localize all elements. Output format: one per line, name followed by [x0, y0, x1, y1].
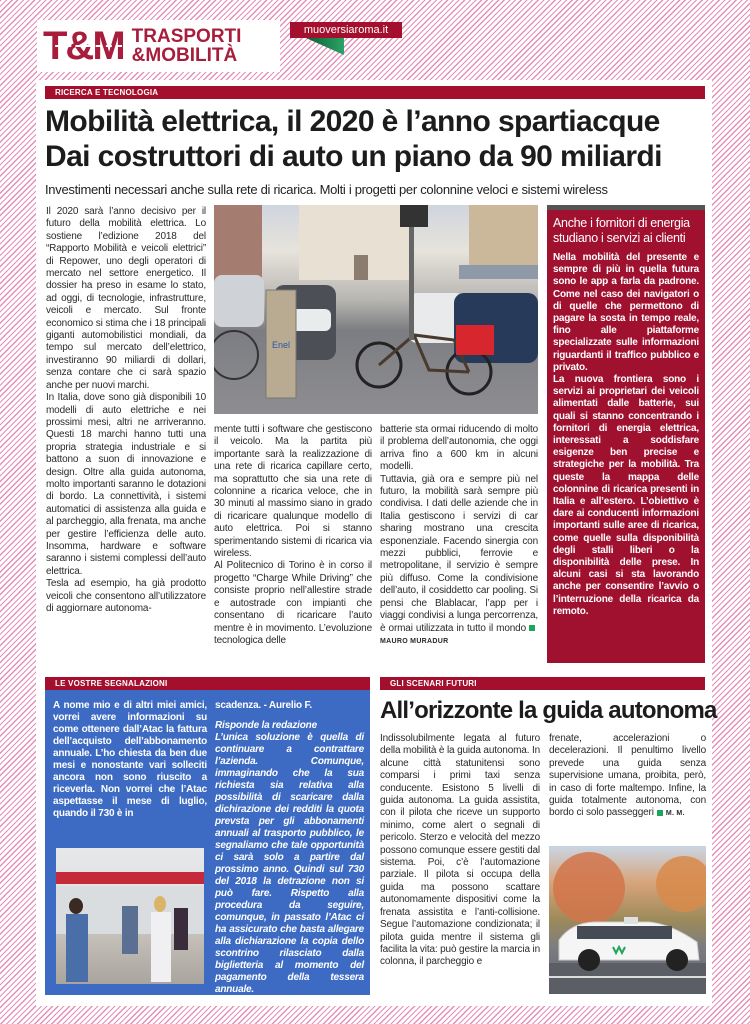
second-article-column-2 — [549, 733, 706, 821]
paragraph-text: Tuttavia, già ora e sempre più nel futuro, la mobilità sarà sempre più condivisa. I dati delle aziende che in Italia gestiscono i servizi di car sharing mostrano una crescita esponenziale. Facendo sinergia con mezzi pubblici, ferrovie e metropolitane, il servizio è sempre più diffuso. Come la condivisione dell’auto, il cosiddetto car pooling. Si pensi che Blablacar, l’app per i viaggi condivisi a lunga percorrenza, è ormai utilizzata in tutto il mondo — [380, 473, 538, 634]
second-article-photo-autonomous-car — [549, 846, 706, 994]
letter-signature: scadenza. - Aurelio F. — [215, 700, 312, 711]
logo-wordmark — [132, 27, 242, 65]
lidar-sensor — [624, 917, 638, 924]
person-2 — [122, 906, 138, 954]
church-door — [354, 255, 368, 280]
enel-logo: Enel — [271, 340, 291, 350]
person-4 — [174, 908, 188, 950]
person-3-head — [154, 896, 166, 912]
author-byline: M. M. — [665, 810, 685, 818]
end-mark-icon — [657, 810, 663, 816]
letters-box — [45, 690, 370, 995]
paragraph: batterie sta ormai riducendo di molto il problema dell’autonomia, che oggi arriva fino a 600 km in alcuni modelli. — [380, 424, 538, 473]
headline-line-2: Dai costruttori di auto un piano da 90 miliardi — [45, 140, 662, 173]
paragraph: Tesla ad esempio, ha già prodotto veicoli che consentono all’utilizzatore di aggiornare autonoma- — [46, 578, 206, 614]
article-column-1 — [46, 206, 206, 615]
paragraph-text: frenate, accelerazioni o decelerazioni. Il penultimo livello prevede una guida senza supervisione umana, proibita, però, in caso di forte maltempo. Infine, la guida totalmente autonoma, con bordo ci solo passeggeri — [549, 733, 706, 819]
section-label-letters: LE VOSTRE SEGNALAZIONI — [45, 677, 370, 690]
autumn-tree-left — [553, 852, 625, 924]
letter-reply — [215, 700, 364, 996]
photo-illustration — [549, 846, 706, 994]
ribbon-decoration — [306, 38, 344, 55]
reply-label: Risponde la redazione — [215, 720, 317, 731]
paragraph: Al Politecnico di Torino è in corso il progetto “Charge While Driving” che consiste proprio nell’allestire strade e autostrade con impianti che consentano di ricaricare l’auto mentre è in movimento. L’evoluzione tecnologica delle — [214, 560, 372, 646]
letters-photo-ticket-office — [56, 848, 204, 984]
headline-line-1: Mobilità elettrica, il 2020 è l’anno spartiacque — [45, 105, 660, 138]
subheadline: Investimenti necessari anche sulla rete di ricarica. Molti i progetti per colonnine veloci e sistemi wireless — [45, 182, 608, 197]
second-headline: All’orizzonte la guida autonoma — [380, 697, 717, 724]
autumn-tree-right — [656, 856, 706, 912]
van-front-wheel — [578, 949, 600, 971]
person-1 — [66, 914, 88, 982]
article-column-3 — [380, 424, 538, 648]
masthead-logo — [37, 20, 280, 72]
author-byline: MAURO MURADUR — [380, 637, 449, 645]
person-1-head — [69, 898, 83, 914]
sidebar-title: Anche i fornitori di energia studiano i servizi ai clienti — [553, 216, 690, 245]
paragraph: mente tutti i software che gestiscono il veicolo. Ma la partita più importante sarà la realizzazione di una rete di ricarica capillare certo, ma soprattutto che sia una rete di colonnine a ricarica veloce, che in 30 minuti al massimo siano in grado di ricaricare qualunque modello di auto elettrica. Poi si stanno sperimentando sistemi di ricarica via wireless. — [214, 424, 372, 560]
main-headline — [45, 104, 710, 174]
photo-illustration — [214, 205, 538, 414]
person-3 — [151, 912, 171, 982]
van-windows — [577, 926, 672, 939]
section-label-future: GLI SCENARI FUTURI — [380, 677, 705, 690]
red-basket — [456, 325, 494, 355]
reader-letter: A nome mio e di altri miei amici, vorrei avere informazioni su come ottenere dall’Atac la fattura dell’acquisto dell’abbonamento annuale. L’ho chiesta da ben due mesi e nonostante vari solleciti ancora non sono riuscito a riceverla. Non vorrei che l’Atac aspettasse il mese di luglio, quando il 730 è in — [53, 700, 207, 819]
second-article-column-1: Indissolubilmente legata al futuro della mobilità è la guida autonoma. In alcune città statunitensi sono comparsi i primi taxi senza conducente. Esistono 5 livelli di guida autonoma. La guida assistita, con il pilota che riceve un supporto minimo, come alert o segnali di pericolo. Sterzo e velocità del mezzo possono comunque essere gestiti dal sistema. Poi, c’è l’automazione parziale. Il pilota si occupa della guida ma possono scattare autonomamente dispositivi come la frenata assistita e l’anti-collisione. Segue l’automazione condizionata; il pilota guida mentre il sistema gli facilita la vita: può gestire la marcia in colonna, il parcheggio e — [380, 733, 540, 968]
paragraph: La nuova frontiera sono i servizi ai proprietari dei veicoli alimentati dalle batterie, sui quali si stanno concentrando i fornitori di energia elettrica, interessati a soddisfare esigenze ben precise e strategiche per la mobilità. Tra queste la mappa delle colonnine di ricarica presenti in Italia e all’estero. L’obiettivo è dare ai conducenti informazioni importanti sulle aree di ricarica, come quelle sulla disponibilità degli stalli liberi o la disponibilità delle prese. In alcuni casi si sta lavorando anche per consentire l’avvio o l’interruzione della ricarica da remoto. — [553, 374, 699, 617]
logo-mark: T&M — [43, 24, 124, 68]
section-label-research: RICERCA E TECNOLOGIA — [45, 86, 705, 99]
counter-sign — [56, 872, 204, 884]
logo-line-1: TRASPORTI — [131, 26, 242, 47]
paragraph: In Italia, dove sono già disponibili 10 modelli di auto elettriche e nei prossimi mesi, altri ne arriveranno. Questi 18 marchi hanno tutti una propria strategia industriale e si battono a suon di innovazione e design. Oltre alla guida autonoma, molto importanti saranno le dotazioni di bordo. La connettività, i sistemi automatici di assistenza alla guida e al parcheggio, alla frenata, ma anche per gestire l’efficienza delle auto. Insomma, hardware e software saranno i sistemi complessi dell’auto elettrica. — [46, 392, 206, 577]
van-rear-wheel — [666, 949, 688, 971]
paragraph: Nella mobilità del presente e sempre di più in quella futura sono le app a farla da padrone. Come nel caso dei navigatori o di quelle che permettono di pagare la sosta in tempo reale, fino alle piattaforme specializzate sulle informazioni riguardanti il traffico pubblico e privato. — [553, 252, 699, 373]
end-mark-icon — [529, 625, 535, 631]
paragraph — [380, 474, 538, 649]
awning — [459, 265, 538, 279]
article-column-2 — [214, 424, 372, 647]
silver-car — [214, 275, 264, 327]
traffic-light — [400, 205, 428, 227]
building-right — [469, 205, 538, 275]
reply-text: L’unica soluzione è quella di continuare a contrattare l’azienda. Comunque, immaginando che la sua richiesta sia relativa alla possibilità di scaricare dalla dichirazione dei redditi la quota prevsta per gli abbonamenti annuali al trasporto pubblico, le segnaliamo che tale opportunità ci sarà solo a partire dal prossimo anno. Quindi sul 730 del 2018 la detrazione non si può fare. Rispetto alla procedura da seguire, comunque, in passato l’Atac ci ha assicurato che basta allegare alla dichiarazione la copia dello scontrino rilasciato dalla biglietteria al momento del pagamento della tessera annuale. — [215, 732, 364, 995]
paragraph: Il 2020 sarà l’anno decisivo per il futuro della mobilità elettrica. Lo sostiene l’edizione 2018 del “Rapporto Mobilità e veicoli elettrici” di Repower, uno degli operatori di mercato nel settore energetico. Il dossier ha preso in esame lo stato, ad oggi, di tecnologie, infrastrutture, veicoli e mercato. Sul fronte economico si stima che i 18 principali giganti automobilistici mondiali, da tempo sul mercato dell’elettrico, investiranno 90 miliardi di dollari, senza contare che ci sarà spazio anche per nuovi marchi. — [46, 206, 206, 391]
site-link[interactable]: muoversiaroma.it — [290, 22, 402, 38]
bicycle-wheel — [214, 331, 258, 379]
sidebar-box — [547, 205, 705, 663]
logo-line-2: &MOBILITÀ — [131, 45, 238, 66]
sidebar-body — [553, 252, 699, 618]
photo-illustration — [56, 848, 204, 984]
article-photo-charging-station — [214, 205, 538, 414]
